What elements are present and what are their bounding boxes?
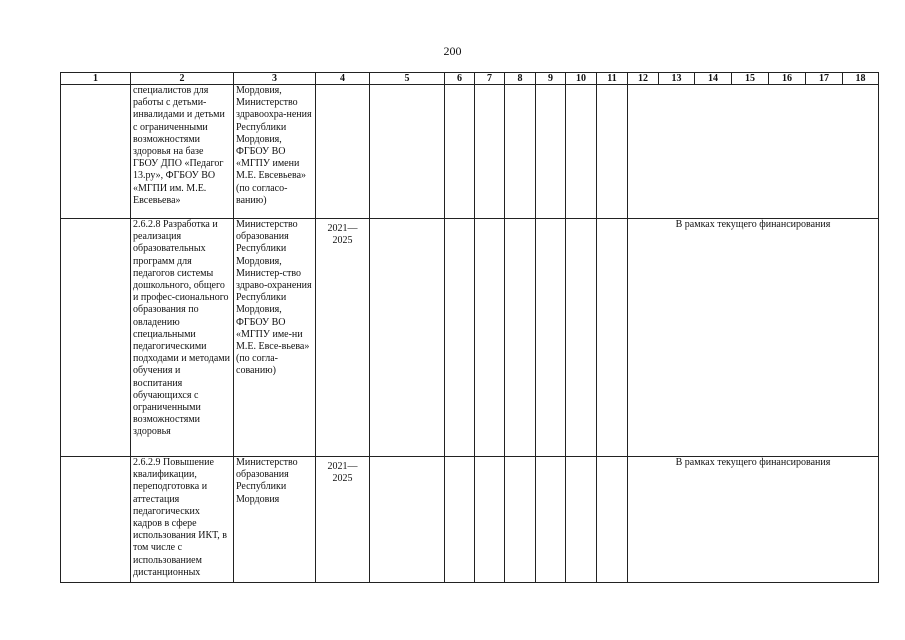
value-cell — [505, 219, 536, 457]
value-cell — [597, 457, 628, 583]
executor-cell: Министерство образования Республики Мордовия, Министер-ство здраво-охранения Республики Мордовия, ФГБОУ ВО «МГПУ име-ни М.Е. Евсе-вьева» (по согла-сованию) — [234, 219, 316, 457]
value-cell — [597, 85, 628, 219]
value-cell — [566, 219, 597, 457]
value-cell — [536, 85, 566, 219]
column-header: 7 — [475, 73, 505, 85]
period-cell: 2021— 2025 — [316, 219, 370, 457]
column-header: 12 — [628, 73, 659, 85]
value-cell — [536, 457, 566, 583]
column-header: 16 — [769, 73, 806, 85]
measure-cell: 2.6.2.9 Повышение квалификации, переподготовка и аттестация педагогических кадров в сфере использования ИКТ, в том числе с использованием дистанционных — [131, 457, 234, 583]
value-cell — [505, 457, 536, 583]
executor-cell: Мордовия, Министерство здравоохра-нения Республики Мордовия, ФГБОУ ВО «МГПУ имени М.Е. Евсевьева» (по согласо-ванию) — [234, 85, 316, 219]
column-header: 5 — [370, 73, 445, 85]
column-header: 17 — [806, 73, 843, 85]
column-header: 4 — [316, 73, 370, 85]
table-row — [61, 457, 879, 583]
column-header: 2 — [131, 73, 234, 85]
measure-cell: специалистов для работы с детьми-инвалидами и детьми с ограниченными возможностями здоровья на базе ГБОУ ДПО «Педагог 13.ру», ФГБОУ ВО «МГПИ им. М.Е. Евсевьева» — [131, 85, 234, 219]
column-header: 1 — [61, 73, 131, 85]
table-row — [61, 85, 879, 219]
source-cell — [370, 85, 445, 219]
column-header: 9 — [536, 73, 566, 85]
row-number-cell — [61, 85, 131, 219]
column-header: 8 — [505, 73, 536, 85]
financing-cell — [628, 85, 879, 219]
page-number: 200 — [443, 44, 462, 58]
measure-cell: 2.6.2.8 Разработка и реализация образовательных программ для педагогов системы дошкольного, общего и профес-сионального образования по овладению специальными педагогическими подходами и методами обучения и воспитания обучающихся с ограниченными возможностями здоровья — [131, 219, 234, 457]
source-cell — [370, 457, 445, 583]
value-cell — [505, 85, 536, 219]
value-cell — [445, 85, 475, 219]
column-header: 15 — [732, 73, 769, 85]
value-cell — [475, 457, 505, 583]
value-cell — [475, 85, 505, 219]
value-cell — [445, 457, 475, 583]
value-cell — [566, 457, 597, 583]
executor-cell: Министерство образования Республики Мордовия — [234, 457, 316, 583]
financing-cell: В рамках текущего финансирования — [628, 457, 879, 583]
table-row — [61, 219, 879, 457]
period-cell: 2021— 2025 — [316, 457, 370, 583]
column-header: 13 — [659, 73, 695, 85]
column-header: 10 — [566, 73, 597, 85]
period-cell — [316, 85, 370, 219]
value-cell — [445, 219, 475, 457]
financing-cell: В рамках текущего финансирования — [628, 219, 879, 457]
value-cell — [597, 219, 628, 457]
column-header: 14 — [695, 73, 732, 85]
column-header: 18 — [843, 73, 879, 85]
value-cell — [536, 219, 566, 457]
header-row — [61, 73, 879, 85]
column-header: 6 — [445, 73, 475, 85]
column-header: 11 — [597, 73, 628, 85]
value-cell — [566, 85, 597, 219]
source-cell — [370, 219, 445, 457]
row-number-cell — [61, 219, 131, 457]
row-number-cell — [61, 457, 131, 583]
value-cell — [475, 219, 505, 457]
column-header: 3 — [234, 73, 316, 85]
measures-table — [60, 72, 879, 583]
